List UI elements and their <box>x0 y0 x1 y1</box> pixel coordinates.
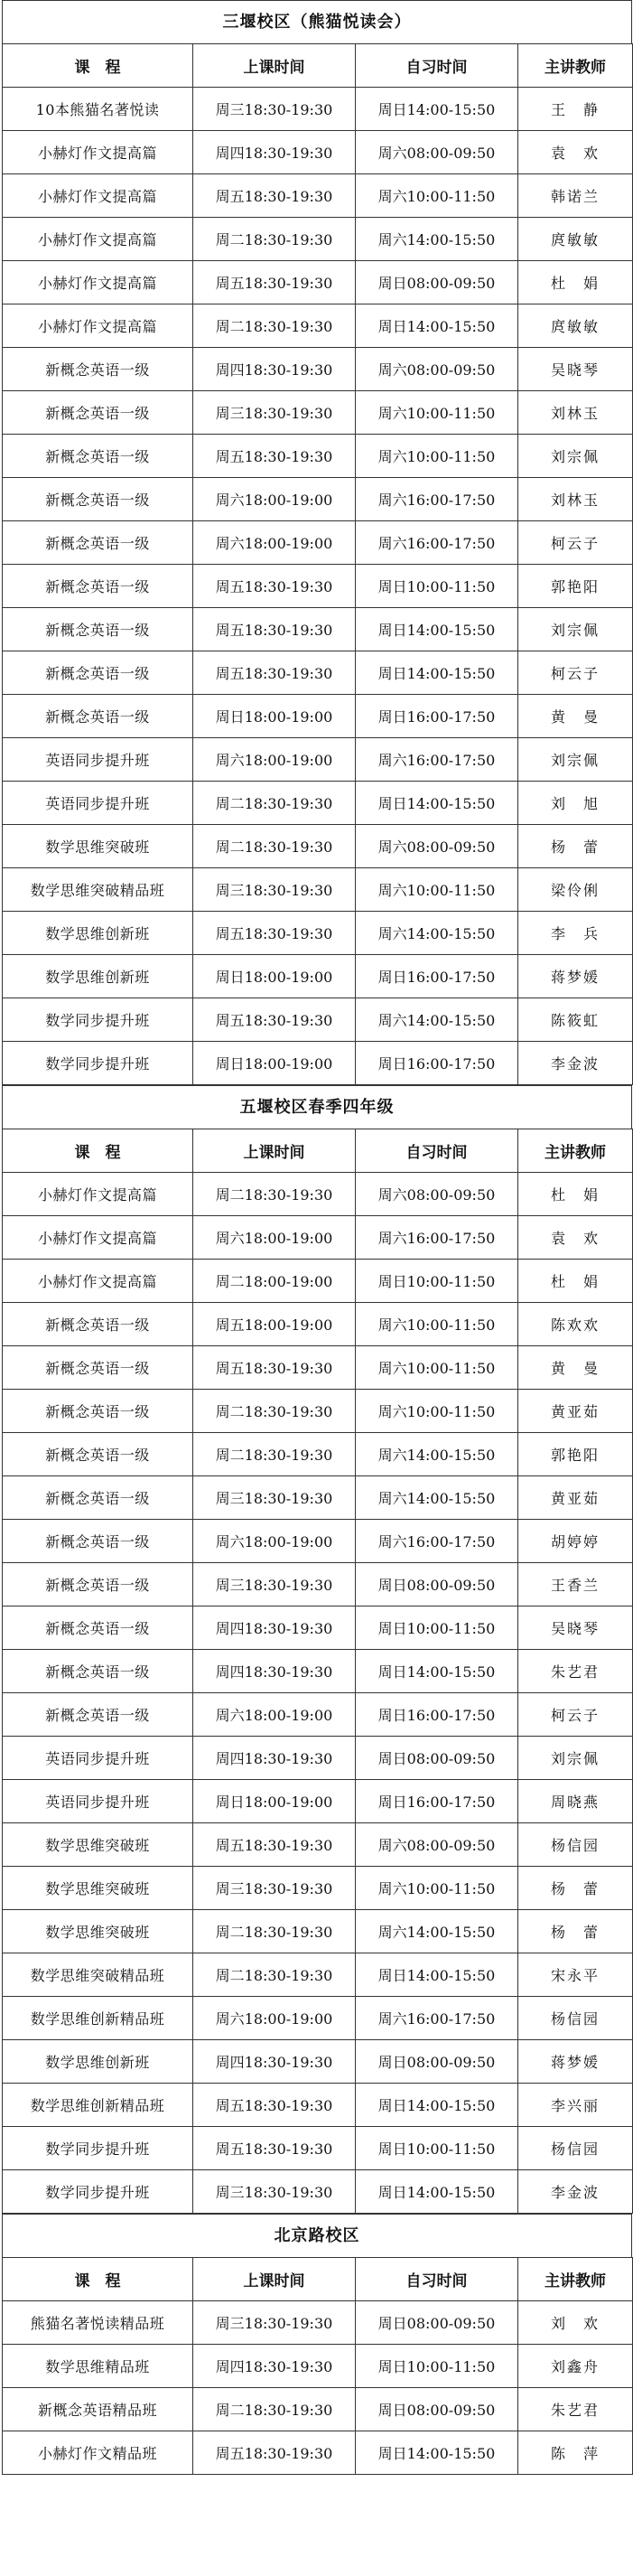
class-time-cell: 周三18:30-19:30 <box>193 2301 356 2345</box>
teacher-cell: 朱艺君 <box>518 2388 633 2431</box>
study-time-cell: 周日14:00-15:50 <box>356 608 518 651</box>
schedule-document <box>2 0 632 2475</box>
course-cell: 小赫灯作文提高篇 <box>3 174 193 218</box>
teacher-cell: 黄亚茹 <box>518 1390 633 1433</box>
header-course: 课 程 <box>3 44 193 88</box>
class-time-cell: 周三18:30-19:30 <box>193 2170 356 2214</box>
class-time-cell: 周五18:00-19:00 <box>193 1303 356 1346</box>
table-row <box>3 88 633 131</box>
table-row <box>3 218 633 261</box>
course-cell: 数学思维精品班 <box>3 2345 193 2388</box>
course-cell: 小赫灯作文精品班 <box>3 2431 193 2475</box>
class-time-cell: 周五18:30-19:30 <box>193 912 356 955</box>
header-study-time: 自习时间 <box>356 1129 518 1173</box>
course-cell: 数学同步提升班 <box>3 2170 193 2214</box>
course-cell: 新概念英语一级 <box>3 1563 193 1606</box>
teacher-cell: 蒋梦媛 <box>518 955 633 998</box>
table-row <box>3 1476 633 1520</box>
class-time-cell: 周五18:30-19:30 <box>193 2127 356 2170</box>
study-time-cell: 周日16:00-17:50 <box>356 1693 518 1737</box>
table-row <box>3 651 633 695</box>
class-time-cell: 周五18:30-19:30 <box>193 1346 356 1390</box>
course-cell: 新概念英语一级 <box>3 608 193 651</box>
header-teacher: 主讲教师 <box>518 1129 633 1173</box>
class-time-cell: 周四18:30-19:30 <box>193 2040 356 2084</box>
class-time-cell: 周五18:30-19:30 <box>193 565 356 608</box>
course-cell: 数学同步提升班 <box>3 998 193 1042</box>
class-time-cell: 周三18:30-19:30 <box>193 868 356 912</box>
course-cell: 数学思维突破班 <box>3 1867 193 1910</box>
study-time-cell: 周日08:00-09:50 <box>356 2301 518 2345</box>
teacher-cell: 周晓燕 <box>518 1780 633 1823</box>
table-row <box>3 2040 633 2084</box>
table-header-row <box>3 44 633 88</box>
table-row <box>3 1303 633 1346</box>
teacher-cell: 柯云子 <box>518 521 633 565</box>
section-title: 北京路校区 <box>2 2214 632 2257</box>
table-row <box>3 2345 633 2388</box>
table-row <box>3 174 633 218</box>
table-row <box>3 131 633 174</box>
course-cell: 英语同步提升班 <box>3 782 193 825</box>
course-cell: 数学思维创新班 <box>3 912 193 955</box>
study-time-cell: 周六16:00-17:50 <box>356 478 518 521</box>
table-row <box>3 304 633 348</box>
study-time-cell: 周日14:00-15:50 <box>356 2431 518 2475</box>
course-cell: 数学思维创新精品班 <box>3 2084 193 2127</box>
table-row <box>3 912 633 955</box>
class-time-cell: 周二18:30-19:30 <box>193 1953 356 1997</box>
teacher-cell: 李金波 <box>518 1042 633 1085</box>
class-time-cell: 周六18:00-19:00 <box>193 521 356 565</box>
course-cell: 新概念英语一级 <box>3 1693 193 1737</box>
study-time-cell: 周日16:00-17:50 <box>356 1780 518 1823</box>
table-row <box>3 2388 633 2431</box>
table-row <box>3 391 633 435</box>
course-cell: 英语同步提升班 <box>3 1780 193 1823</box>
teacher-cell: 刘宗佩 <box>518 738 633 782</box>
teacher-cell: 柯云子 <box>518 1693 633 1737</box>
study-time-cell: 周六10:00-11:50 <box>356 1390 518 1433</box>
table-row <box>3 1606 633 1650</box>
course-cell: 数学思维创新精品班 <box>3 1997 193 2040</box>
table-row <box>3 1390 633 1433</box>
class-time-cell: 周六18:00-19:00 <box>193 1693 356 1737</box>
class-time-cell: 周四18:30-19:30 <box>193 1650 356 1693</box>
teacher-cell: 吴晓琴 <box>518 348 633 391</box>
class-time-cell: 周二18:30-19:30 <box>193 2388 356 2431</box>
course-cell: 数学思维突破精品班 <box>3 868 193 912</box>
course-cell: 新概念英语一级 <box>3 1433 193 1476</box>
course-cell: 小赫灯作文提高篇 <box>3 1173 193 1216</box>
teacher-cell: 庹敏敏 <box>518 304 633 348</box>
class-time-cell: 周二18:00-19:00 <box>193 1260 356 1303</box>
course-cell: 新概念英语一级 <box>3 1476 193 1520</box>
table-row <box>3 1823 633 1867</box>
table-row <box>3 1346 633 1390</box>
table-row <box>3 955 633 998</box>
table-row <box>3 1563 633 1606</box>
study-time-cell: 周日14:00-15:50 <box>356 88 518 131</box>
study-time-cell: 周六10:00-11:50 <box>356 1303 518 1346</box>
course-cell: 新概念英语一级 <box>3 651 193 695</box>
teacher-cell: 陈 萍 <box>518 2431 633 2475</box>
header-teacher: 主讲教师 <box>518 2258 633 2301</box>
teacher-cell: 杨信园 <box>518 2127 633 2170</box>
table-row <box>3 261 633 304</box>
course-cell: 小赫灯作文提高篇 <box>3 131 193 174</box>
class-time-cell: 周五18:30-19:30 <box>193 998 356 1042</box>
study-time-cell: 周六10:00-11:50 <box>356 391 518 435</box>
study-time-cell: 周日08:00-09:50 <box>356 2388 518 2431</box>
teacher-cell: 刘林玉 <box>518 391 633 435</box>
table-row <box>3 565 633 608</box>
teacher-cell: 杜 娟 <box>518 1260 633 1303</box>
table-row <box>3 1433 633 1476</box>
table-row <box>3 695 633 738</box>
study-time-cell: 周日14:00-15:50 <box>356 1953 518 1997</box>
table-row <box>3 478 633 521</box>
course-cell: 新概念英语一级 <box>3 1303 193 1346</box>
header-study-time: 自习时间 <box>356 44 518 88</box>
section-title: 五堰校区春季四年级 <box>2 1085 632 1129</box>
header-class-time: 上课时间 <box>193 44 356 88</box>
table-row <box>3 521 633 565</box>
teacher-cell: 杨信园 <box>518 1823 633 1867</box>
course-cell: 数学思维突破班 <box>3 825 193 868</box>
study-time-cell: 周六08:00-09:50 <box>356 131 518 174</box>
study-time-cell: 周日14:00-15:50 <box>356 2084 518 2127</box>
teacher-cell: 蒋梦媛 <box>518 2040 633 2084</box>
teacher-cell: 刘鑫舟 <box>518 2345 633 2388</box>
table-row <box>3 1953 633 1997</box>
study-time-cell: 周日08:00-09:50 <box>356 1737 518 1780</box>
study-time-cell: 周日08:00-09:50 <box>356 1563 518 1606</box>
course-cell: 新概念英语一级 <box>3 391 193 435</box>
class-time-cell: 周四18:30-19:30 <box>193 1606 356 1650</box>
class-time-cell: 周三18:30-19:30 <box>193 391 356 435</box>
class-time-cell: 周二18:30-19:30 <box>193 1390 356 1433</box>
course-cell: 小赫灯作文提高篇 <box>3 218 193 261</box>
class-time-cell: 周二18:30-19:30 <box>193 782 356 825</box>
study-time-cell: 周日14:00-15:50 <box>356 304 518 348</box>
class-time-cell: 周五18:30-19:30 <box>193 174 356 218</box>
table-row <box>3 1042 633 1085</box>
study-time-cell: 周日14:00-15:50 <box>356 651 518 695</box>
table-row <box>3 2170 633 2214</box>
teacher-cell: 黄 曼 <box>518 1346 633 1390</box>
teacher-cell: 柯云子 <box>518 651 633 695</box>
study-time-cell: 周六08:00-09:50 <box>356 1823 518 1867</box>
teacher-cell: 朱艺君 <box>518 1650 633 1693</box>
teacher-cell: 袁 欢 <box>518 131 633 174</box>
class-time-cell: 周三18:30-19:30 <box>193 88 356 131</box>
table-row <box>3 608 633 651</box>
table-row <box>3 868 633 912</box>
class-time-cell: 周五18:30-19:30 <box>193 608 356 651</box>
study-time-cell: 周日08:00-09:50 <box>356 2040 518 2084</box>
table-row <box>3 1173 633 1216</box>
study-time-cell: 周日10:00-11:50 <box>356 1260 518 1303</box>
course-cell: 新概念英语一级 <box>3 521 193 565</box>
table-row <box>3 1780 633 1823</box>
class-time-cell: 周五18:30-19:30 <box>193 261 356 304</box>
class-time-cell: 周六18:00-19:00 <box>193 1997 356 2040</box>
class-time-cell: 周四18:30-19:30 <box>193 2345 356 2388</box>
study-time-cell: 周六10:00-11:50 <box>356 174 518 218</box>
course-cell: 英语同步提升班 <box>3 738 193 782</box>
class-time-cell: 周二18:30-19:30 <box>193 218 356 261</box>
class-time-cell: 周五18:30-19:30 <box>193 1823 356 1867</box>
table-row <box>3 1260 633 1303</box>
study-time-cell: 周日10:00-11:50 <box>356 565 518 608</box>
header-study-time: 自习时间 <box>356 2258 518 2301</box>
study-time-cell: 周六10:00-11:50 <box>356 435 518 478</box>
study-time-cell: 周日10:00-11:50 <box>356 2127 518 2170</box>
class-time-cell: 周六18:00-19:00 <box>193 1520 356 1563</box>
study-time-cell: 周日10:00-11:50 <box>356 1606 518 1650</box>
study-time-cell: 周六14:00-15:50 <box>356 1910 518 1953</box>
table-row <box>3 2127 633 2170</box>
course-cell: 小赫灯作文提高篇 <box>3 304 193 348</box>
teacher-cell: 宋永平 <box>518 1953 633 1997</box>
teacher-cell: 韩诺兰 <box>518 174 633 218</box>
teacher-cell: 李金波 <box>518 2170 633 2214</box>
header-teacher: 主讲教师 <box>518 44 633 88</box>
study-time-cell: 周六08:00-09:50 <box>356 825 518 868</box>
table-row <box>3 348 633 391</box>
study-time-cell: 周六16:00-17:50 <box>356 738 518 782</box>
course-cell: 10本熊猫名著悦读 <box>3 88 193 131</box>
header-class-time: 上课时间 <box>193 1129 356 1173</box>
class-time-cell: 周日18:00-19:00 <box>193 1042 356 1085</box>
course-cell: 数学思维创新班 <box>3 2040 193 2084</box>
class-time-cell: 周日18:00-19:00 <box>193 1780 356 1823</box>
study-time-cell: 周六16:00-17:50 <box>356 521 518 565</box>
teacher-cell: 吴晓琴 <box>518 1606 633 1650</box>
class-time-cell: 周日18:00-19:00 <box>193 695 356 738</box>
table-row <box>3 1216 633 1260</box>
teacher-cell: 刘 欢 <box>518 2301 633 2345</box>
teacher-cell: 黄亚茹 <box>518 1476 633 1520</box>
class-time-cell: 周三18:30-19:30 <box>193 1867 356 1910</box>
class-time-cell: 周二18:30-19:30 <box>193 1910 356 1953</box>
study-time-cell: 周六16:00-17:50 <box>356 1216 518 1260</box>
table-row <box>3 1520 633 1563</box>
study-time-cell: 周六14:00-15:50 <box>356 1433 518 1476</box>
course-cell: 数学同步提升班 <box>3 2127 193 2170</box>
schedule-table <box>2 43 633 1085</box>
teacher-cell: 黄 曼 <box>518 695 633 738</box>
section-title: 三堰校区（熊猫悦读会） <box>2 0 632 43</box>
study-time-cell: 周六14:00-15:50 <box>356 912 518 955</box>
course-cell: 新概念英语一级 <box>3 1520 193 1563</box>
teacher-cell: 刘宗佩 <box>518 1737 633 1780</box>
class-time-cell: 周六18:00-19:00 <box>193 738 356 782</box>
table-row <box>3 738 633 782</box>
header-course: 课 程 <box>3 2258 193 2301</box>
teacher-cell: 杜 娟 <box>518 1173 633 1216</box>
teacher-cell: 郭艳阳 <box>518 1433 633 1476</box>
course-cell: 英语同步提升班 <box>3 1737 193 1780</box>
study-time-cell: 周六08:00-09:50 <box>356 1173 518 1216</box>
study-time-cell: 周日08:00-09:50 <box>356 261 518 304</box>
class-time-cell: 周五18:30-19:30 <box>193 435 356 478</box>
course-cell: 新概念英语一级 <box>3 1606 193 1650</box>
study-time-cell: 周日14:00-15:50 <box>356 2170 518 2214</box>
course-cell: 小赫灯作文提高篇 <box>3 1260 193 1303</box>
table-row <box>3 1693 633 1737</box>
study-time-cell: 周日16:00-17:50 <box>356 695 518 738</box>
class-time-cell: 周五18:30-19:30 <box>193 2431 356 2475</box>
course-cell: 熊猫名著悦读精品班 <box>3 2301 193 2345</box>
teacher-cell: 杨 蕾 <box>518 1910 633 1953</box>
header-course: 课 程 <box>3 1129 193 1173</box>
teacher-cell: 杨 蕾 <box>518 1867 633 1910</box>
class-time-cell: 周四18:30-19:30 <box>193 131 356 174</box>
class-time-cell: 周二18:30-19:30 <box>193 304 356 348</box>
course-cell: 新概念英语一级 <box>3 695 193 738</box>
course-cell: 新概念英语一级 <box>3 348 193 391</box>
course-cell: 新概念英语一级 <box>3 565 193 608</box>
table-header-row <box>3 1129 633 1173</box>
teacher-cell: 刘宗佩 <box>518 435 633 478</box>
table-row <box>3 1650 633 1693</box>
teacher-cell: 李兴丽 <box>518 2084 633 2127</box>
table-row <box>3 1737 633 1780</box>
study-time-cell: 周六10:00-11:50 <box>356 1867 518 1910</box>
study-time-cell: 周六10:00-11:50 <box>356 868 518 912</box>
course-cell: 新概念英语一级 <box>3 1390 193 1433</box>
study-time-cell: 周日14:00-15:50 <box>356 782 518 825</box>
course-cell: 小赫灯作文提高篇 <box>3 261 193 304</box>
teacher-cell: 庹敏敏 <box>518 218 633 261</box>
table-header-row <box>3 2258 633 2301</box>
table-row <box>3 825 633 868</box>
teacher-cell: 杨 蕾 <box>518 825 633 868</box>
course-cell: 数学思维突破班 <box>3 1823 193 1867</box>
study-time-cell: 周日14:00-15:50 <box>356 1650 518 1693</box>
class-time-cell: 周四18:30-19:30 <box>193 1737 356 1780</box>
teacher-cell: 杨信园 <box>518 1997 633 2040</box>
table-row <box>3 1910 633 1953</box>
schedule-table <box>2 1129 633 2214</box>
teacher-cell: 刘宗佩 <box>518 608 633 651</box>
teacher-cell: 梁伶俐 <box>518 868 633 912</box>
teacher-cell: 王香兰 <box>518 1563 633 1606</box>
course-cell: 小赫灯作文提高篇 <box>3 1216 193 1260</box>
study-time-cell: 周日16:00-17:50 <box>356 1042 518 1085</box>
table-row <box>3 998 633 1042</box>
teacher-cell: 刘 旭 <box>518 782 633 825</box>
teacher-cell: 李 兵 <box>518 912 633 955</box>
teacher-cell: 胡婷婷 <box>518 1520 633 1563</box>
study-time-cell: 周六10:00-11:50 <box>356 1346 518 1390</box>
table-row <box>3 782 633 825</box>
study-time-cell: 周六14:00-15:50 <box>356 1476 518 1520</box>
table-row <box>3 435 633 478</box>
course-cell: 新概念英语一级 <box>3 478 193 521</box>
teacher-cell: 刘林玉 <box>518 478 633 521</box>
study-time-cell: 周六14:00-15:50 <box>356 998 518 1042</box>
course-cell: 新概念英语一级 <box>3 1650 193 1693</box>
teacher-cell: 王 静 <box>518 88 633 131</box>
table-row <box>3 1867 633 1910</box>
course-cell: 数学同步提升班 <box>3 1042 193 1085</box>
study-time-cell: 周六16:00-17:50 <box>356 1997 518 2040</box>
teacher-cell: 陈筱虹 <box>518 998 633 1042</box>
teacher-cell: 袁 欢 <box>518 1216 633 1260</box>
class-time-cell: 周三18:30-19:30 <box>193 1476 356 1520</box>
header-class-time: 上课时间 <box>193 2258 356 2301</box>
course-cell: 数学思维突破精品班 <box>3 1953 193 1997</box>
study-time-cell: 周日16:00-17:50 <box>356 955 518 998</box>
study-time-cell: 周日10:00-11:50 <box>356 2345 518 2388</box>
table-row <box>3 2084 633 2127</box>
schedule-table <box>2 2257 633 2475</box>
class-time-cell: 周二18:30-19:30 <box>193 1433 356 1476</box>
class-time-cell: 周二18:30-19:30 <box>193 1173 356 1216</box>
class-time-cell: 周三18:30-19:30 <box>193 1563 356 1606</box>
teacher-cell: 郭艳阳 <box>518 565 633 608</box>
teacher-cell: 杜 娟 <box>518 261 633 304</box>
class-time-cell: 周日18:00-19:00 <box>193 955 356 998</box>
teacher-cell: 陈欢欢 <box>518 1303 633 1346</box>
class-time-cell: 周五18:30-19:30 <box>193 2084 356 2127</box>
study-time-cell: 周六14:00-15:50 <box>356 218 518 261</box>
class-time-cell: 周六18:00-19:00 <box>193 478 356 521</box>
course-cell: 数学思维突破班 <box>3 1910 193 1953</box>
class-time-cell: 周四18:30-19:30 <box>193 348 356 391</box>
table-row <box>3 2431 633 2475</box>
table-row <box>3 2301 633 2345</box>
study-time-cell: 周六16:00-17:50 <box>356 1520 518 1563</box>
course-cell: 新概念英语精品班 <box>3 2388 193 2431</box>
course-cell: 数学思维创新班 <box>3 955 193 998</box>
class-time-cell: 周六18:00-19:00 <box>193 1216 356 1260</box>
course-cell: 新概念英语一级 <box>3 435 193 478</box>
class-time-cell: 周五18:30-19:30 <box>193 651 356 695</box>
course-cell: 新概念英语一级 <box>3 1346 193 1390</box>
class-time-cell: 周二18:30-19:30 <box>193 825 356 868</box>
study-time-cell: 周六08:00-09:50 <box>356 348 518 391</box>
table-row <box>3 1997 633 2040</box>
